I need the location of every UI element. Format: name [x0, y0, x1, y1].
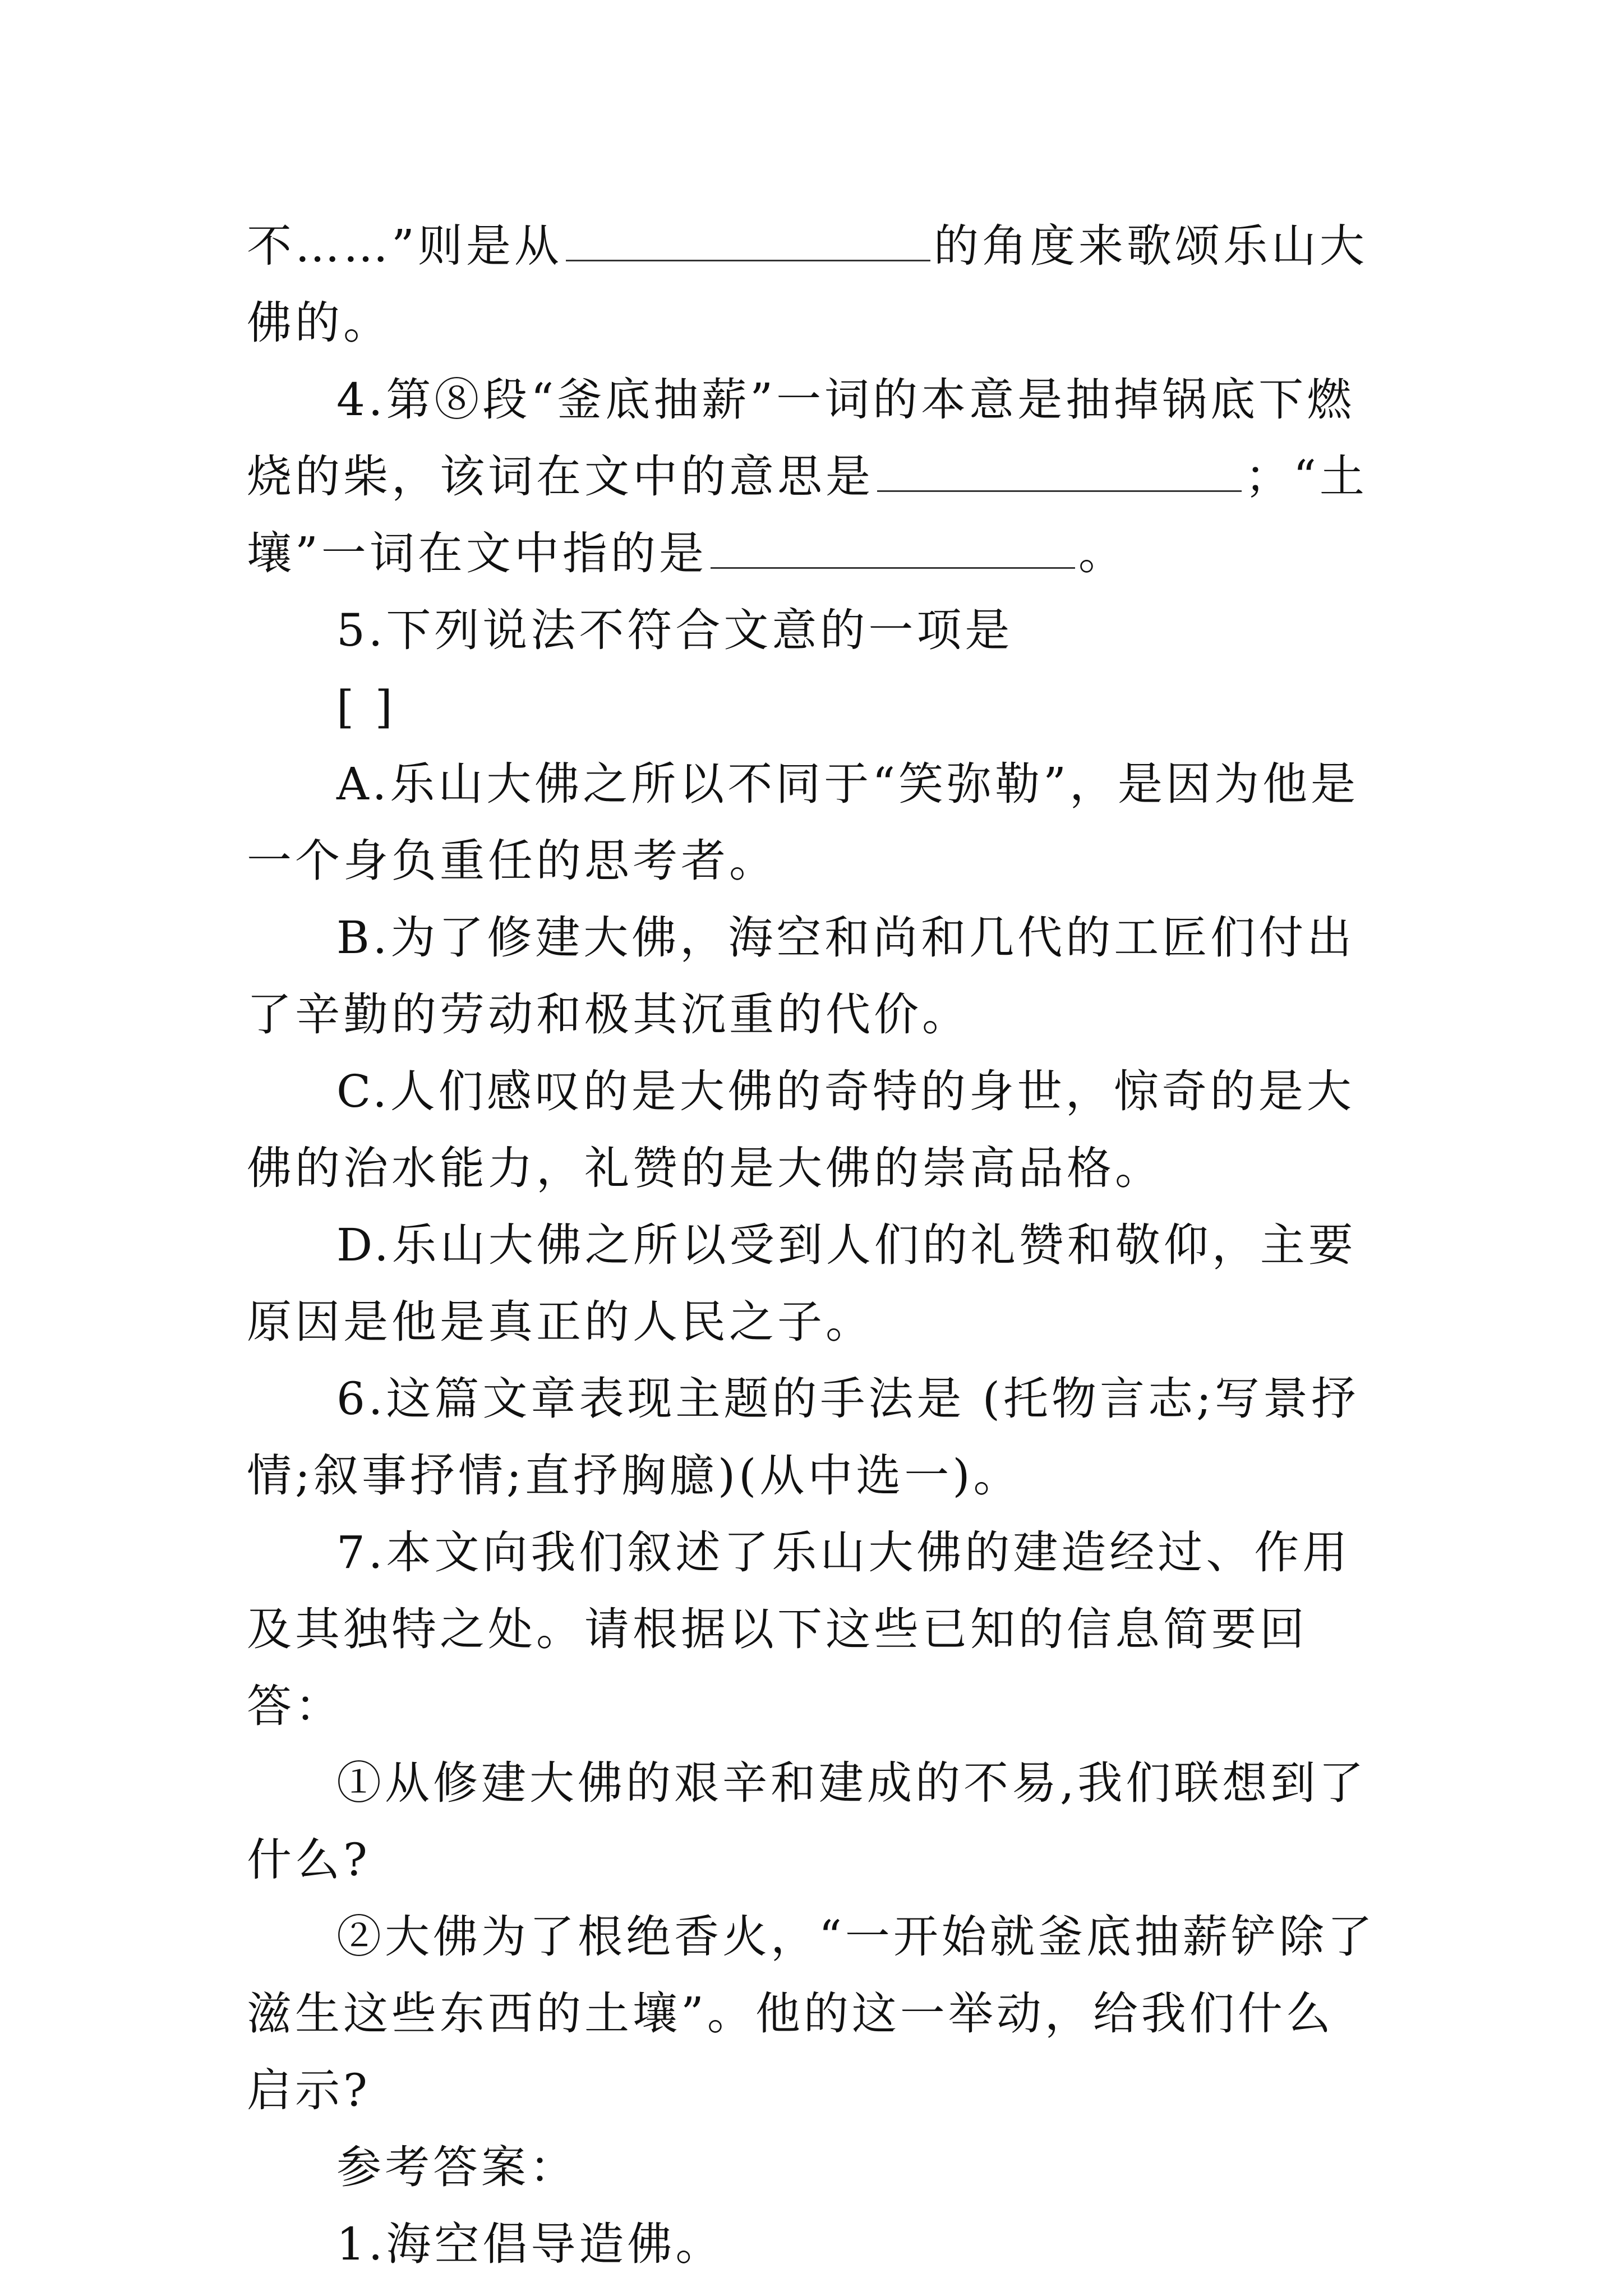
answer-heading: 参考答案： [336, 2141, 578, 2193]
q4-text-part3: 。 [1078, 527, 1127, 579]
question-3-continuation [247, 208, 1380, 361]
question-5-bracket: [ ] [336, 681, 396, 733]
question-7-sub-2: ②大佛为了根绝香火，“一开始就釜底抽薪铲除了滋生这些东西的土壤”。他的这一举动，给我们什么启示? [247, 1911, 1376, 2116]
q3-text-before: 不……”则是从 [247, 220, 562, 272]
question-5-stem: 5.下列说法不符合文意的一项是 [336, 604, 1013, 656]
q4-text-part2: ；“土壤”一词在文中指的是 [247, 450, 1368, 579]
question-4 [247, 361, 1380, 592]
question-5-option-d: D.乐山大佛之所以受到人们的礼赞和敬仰，主要原因是他是真正的人民之子。 [247, 1219, 1357, 1348]
question-5-option-c: C.人们感叹的是大佛的奇特的身世，惊奇的是大佛的治水能力，礼赞的是大佛的崇高品格。 [247, 1065, 1355, 1194]
answer-1: 1.海空倡导造佛。 [336, 2218, 724, 2270]
q3-text-after: 的角度来歌颂乐山大佛的。 [247, 220, 1368, 349]
answer-blank-q4-soil[interactable] [711, 527, 1075, 569]
answer-blank-q4-meaning[interactable] [877, 450, 1242, 492]
question-5-option-b: B.为了修建大佛，海空和尚和几代的工匠们付出了辛勤的劳动和极其沉重的代价。 [247, 912, 1355, 1041]
question-7-stem: 7.本文向我们叙述了乐山大佛的建造经过、作用及其独特之处。请根据以下这些已知的信息简要回答： [247, 1526, 1351, 1732]
document-body [247, 208, 1380, 2283]
question-6: 6.这篇文章表现主题的手法是 (托物言志;写景抒情;叙事抒情;直抒胸臆)(从中选一)。 [247, 1373, 1359, 1502]
q4-text-part1: 4.第⑧段“釜底抽薪”一词的本意是抽掉锅底下燃烧的柴，该词在文中的意思是 [247, 374, 1355, 503]
question-7-sub-1: ①从修建大佛的艰辛和建成的不易,我们联想到了什么? [247, 1757, 1367, 1886]
answer-blank-q3[interactable] [566, 219, 930, 261]
question-5-option-a: A.乐山大佛之所以不同于“笑弥勒”，是因为他是一个身负重任的思考者。 [247, 758, 1359, 887]
